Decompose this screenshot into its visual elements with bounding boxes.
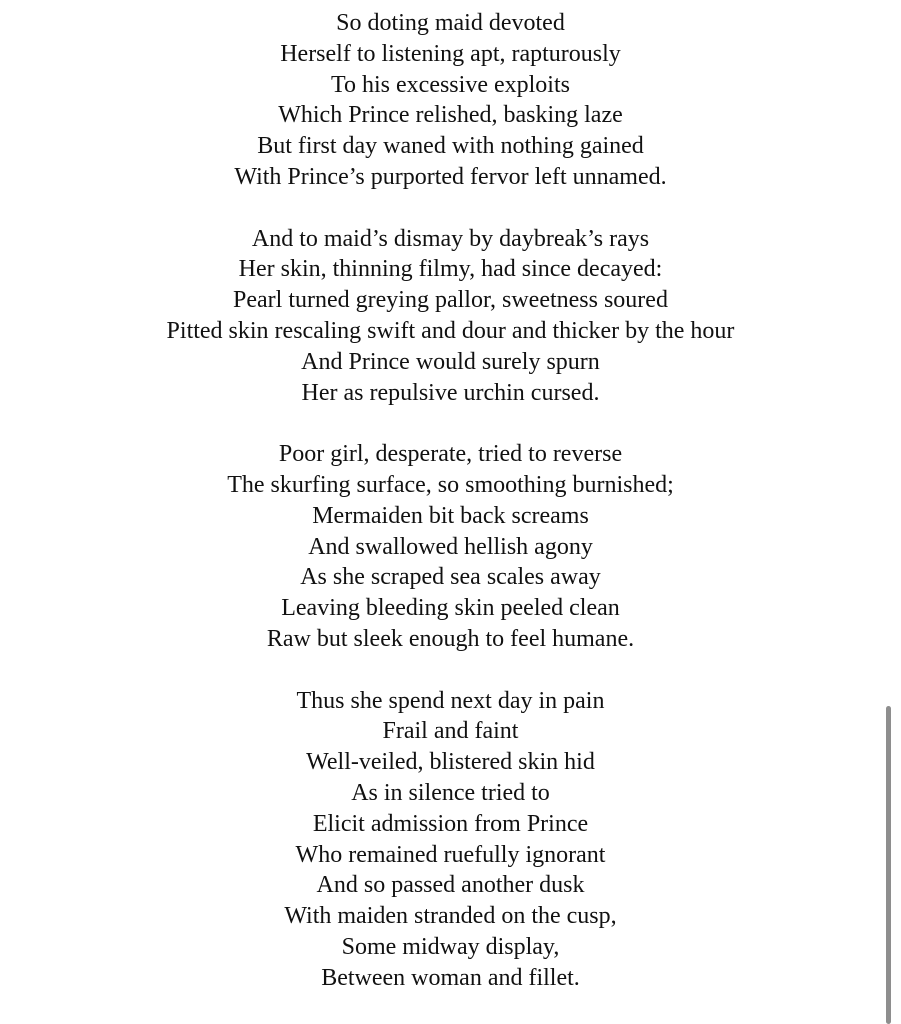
poem-line: And Prince would surely spurn bbox=[301, 348, 600, 375]
poem-line: Poor girl, desperate, tried to reverse bbox=[278, 441, 623, 468]
poem-line: The skurfing surface, so smoothing burnished; bbox=[227, 471, 674, 498]
scrollbar-thumb[interactable] bbox=[886, 706, 891, 1024]
poem-line: Herself to listening apt, rapturously bbox=[280, 40, 621, 67]
poem-line: Frail and faint bbox=[382, 718, 519, 745]
stanza-3 bbox=[0, 439, 901, 655]
poem-line: Between woman and fillet. bbox=[321, 964, 580, 991]
poem-line: Her as repulsive urchin cursed. bbox=[301, 379, 600, 406]
poem-line: As in silence tried to bbox=[351, 779, 550, 806]
poem-line: Which Prince relished, basking laze bbox=[278, 102, 623, 129]
poem-line: As she scraped sea scales away bbox=[300, 564, 601, 591]
poem-line: Raw but sleek enough to feel humane. bbox=[266, 625, 635, 652]
poem-line: And to maid’s dismay by daybreak’s rays bbox=[251, 225, 650, 252]
poem-line: Pitted skin rescaling swift and dour and thicker by the hour bbox=[166, 317, 735, 344]
poem-line: Mermaiden bit back screams bbox=[312, 502, 589, 529]
poem-line: Who remained ruefully ignorant bbox=[295, 841, 606, 868]
poem-line: To his excessive exploits bbox=[331, 71, 570, 98]
poem-line: Leaving bleeding skin peeled clean bbox=[281, 595, 620, 622]
poem-line: And swallowed hellish agony bbox=[308, 533, 593, 560]
poem-line: And so passed another dusk bbox=[316, 872, 585, 899]
poem-line: Her skin, thinning filmy, had since decayed: bbox=[238, 256, 663, 283]
poem-line: Thus she spend next day in pain bbox=[296, 687, 605, 714]
poem-line: Well-veiled, blistered skin hid bbox=[306, 749, 595, 776]
poem-line: So doting maid devoted bbox=[336, 10, 565, 36]
poem-line: Pearl turned greying pallor, sweetness soured bbox=[233, 287, 668, 314]
poem-line: But first day waned with nothing gained bbox=[257, 133, 644, 160]
poem-line: With Prince’s purported fervor left unnamed. bbox=[234, 163, 667, 190]
poem-line: Elicit admission from Prince bbox=[312, 810, 589, 837]
poem-line: Some midway display, bbox=[341, 933, 560, 960]
stanza-2 bbox=[0, 224, 901, 409]
stanza-4 bbox=[0, 686, 901, 994]
stanza-1 bbox=[0, 8, 901, 193]
poem-line: With maiden stranded on the cusp, bbox=[284, 903, 617, 930]
poem-body bbox=[0, 8, 901, 994]
